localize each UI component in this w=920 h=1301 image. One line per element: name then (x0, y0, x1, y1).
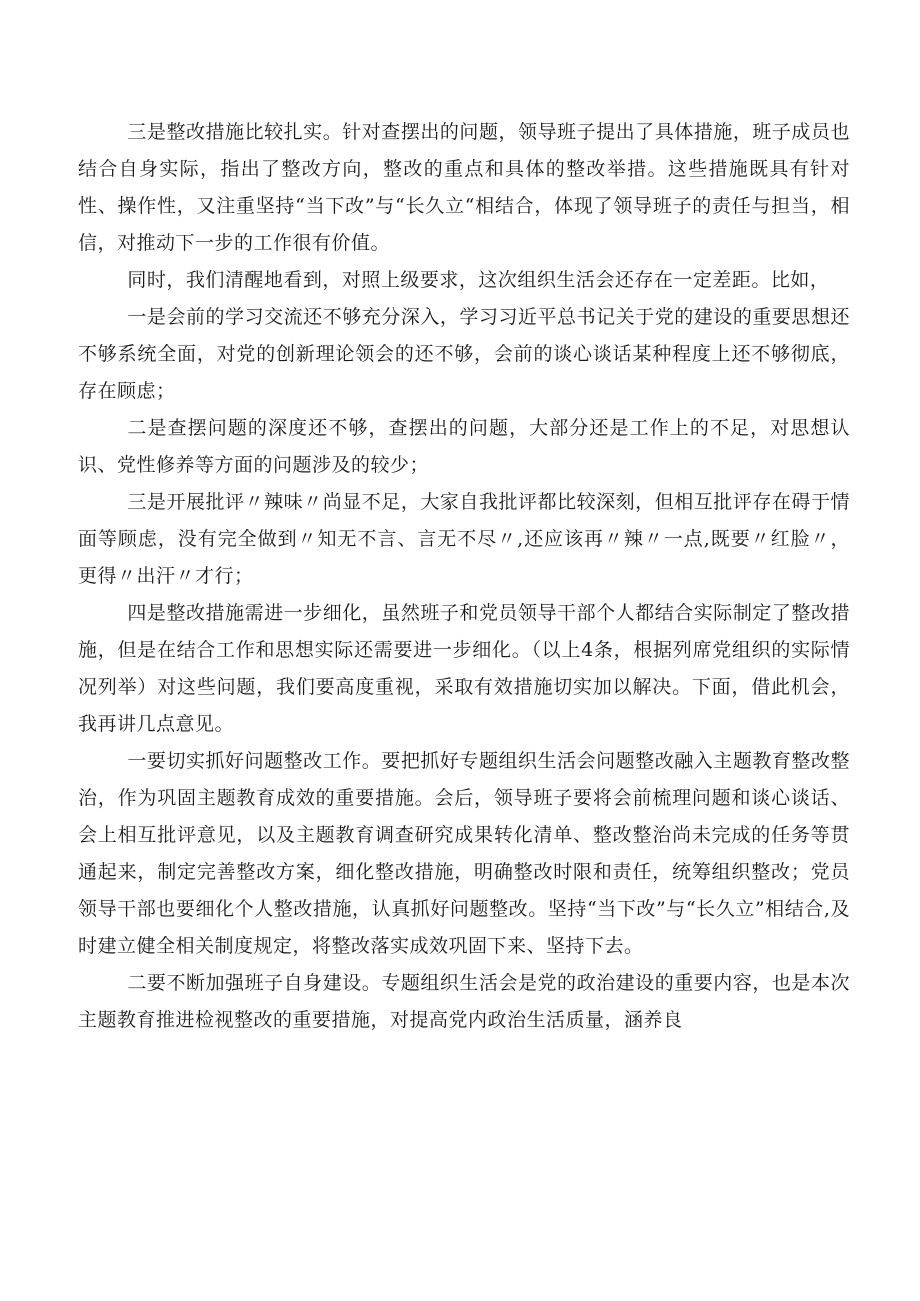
paragraph-2: 同时，我们清醒地看到，对照上级要求，这次组织生活会还存在一定差距。比如， (127, 269, 830, 291)
document-body (78, 114, 850, 1039)
paragraph-5: 三是开展批评〃辣味〃尚显不足，大家自我批评都比较深刻，但相互批评存在碍于情面等顾虑，没有完全做到〃知无不言、言无不尽〃,还应该再〃辣〃一点,既要〃红脸〃，更得〃出汗〃才行； (78, 491, 850, 587)
paragraph-1: 三是整改措施比较扎实。针对查摆出的问题，领导班子提出了具体措施，班子成员也结合自身实际，指出了整改方向，整改的重点和具体的整改举措。这些措施既具有针对性、操作性，又注重坚持“当下改”与“长久立“相结合，体现了领导班子的责任与担当，相信，对推动下一步的工作很有价值。 (78, 121, 850, 254)
paragraph-3: 一是会前的学习交流还不够充分深入，学习习近平总书记关于党的建设的重要思想还不够系统全面，对党的创新理论领会的还不够，会前的谈心谈话某种程度上还不够彻底，存在顾虑； (78, 306, 850, 402)
paragraph-6: 四是整改措施需进一步细化，虽然班子和党员领导干部个人都结合实际制定了整改措施，但是在结合工作和思想实际还需要进一步细化。（以上4条，根据列席党组织的实际情况列举）对这些问题，我们要高度重视，采取有效措施切实加以解决。下面，借此机会，我再讲几点意见。 (78, 602, 850, 735)
paragraph-7: 一要切实抓好问题整改工作。要把抓好专题组织生活会问题整改融入主题教育整改整治，作为巩固主题教育成效的重要措施。会后，领导班子要将会前梳理问题和谈心谈话、会上相互批评意见，以及主题教育调查研究成果转化清单、整改整治尚未完成的任务等贯通起来，制定完善整改方案，细化整改措施，明确整改时限和责任，统筹组织整改；党员领导干部也要细化个人整改措施，认真抓好问题整改。坚持“当下改”与“长久立”相结合,及时建立健全相关制度规定，将整改落实成效巩固下来、坚持下去。 (78, 750, 850, 957)
paragraph-4: 二是查摆问题的深度还不够，查摆出的问题，大部分还是工作上的不足，对思想认识、党性修养等方面的问题涉及的较少； (78, 417, 850, 476)
paragraph-8: 二要不断加强班子自身建设。专题组织生活会是党的政治建设的重要内容，也是本次主题教育推进检视整改的重要措施，对提高党内政治生活质量，涵养良 (78, 972, 850, 1031)
